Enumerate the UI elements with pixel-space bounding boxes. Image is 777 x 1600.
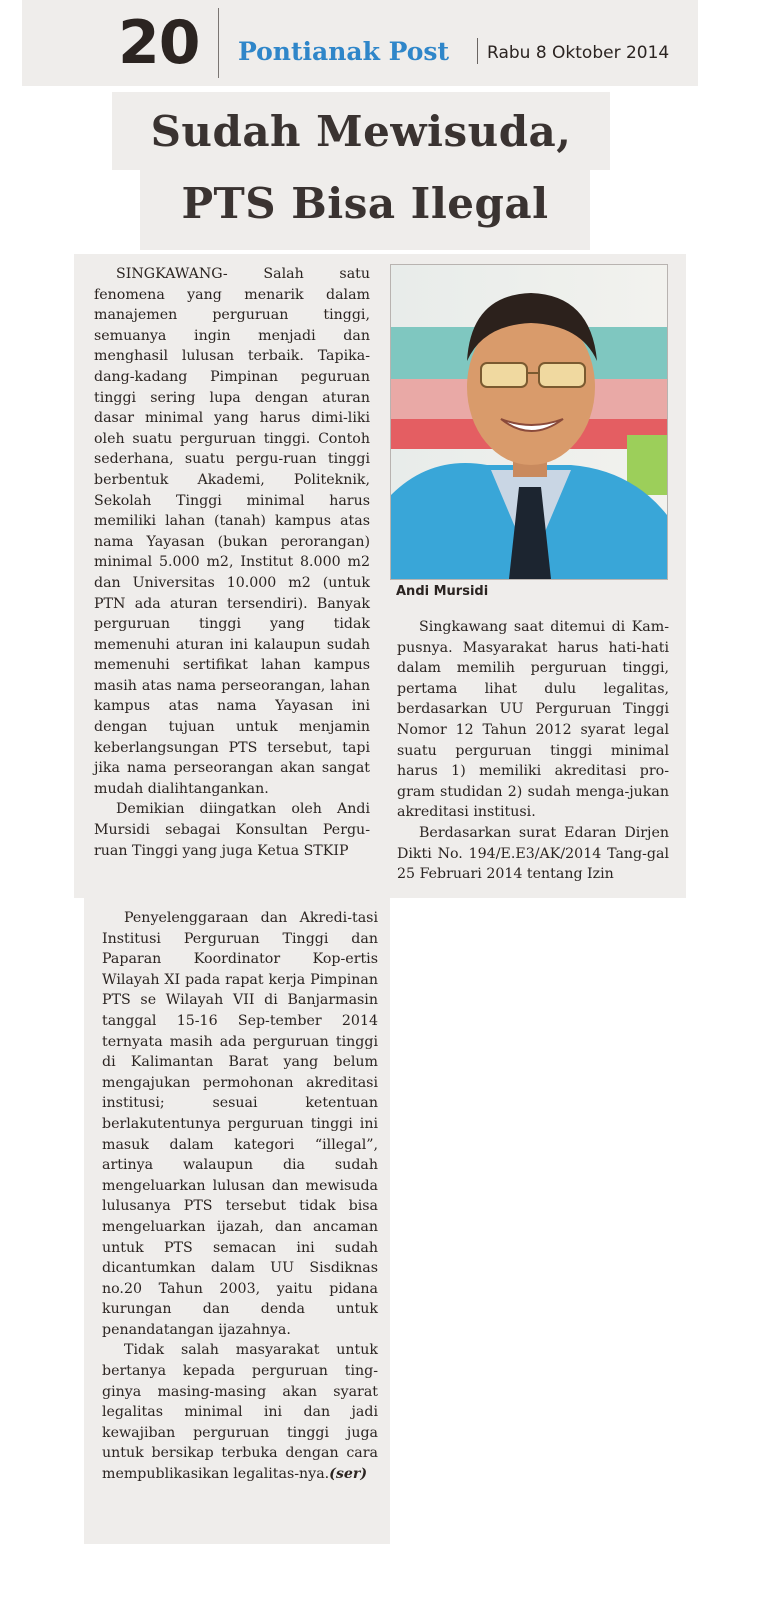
paragraph-text: Tidak salah masyarakat untuk bertanya kepada perguruan ting-ginya masing-masing akan syarat legalitas minimal ini dan jadi kewajiban perguruan tinggi juga untuk bersikap terbuka dengan cara mempublikasikan legalitas-nya. (102, 1342, 378, 1483)
paragraph (102, 1340, 378, 1484)
newspaper-name: Pontianak Post (238, 37, 450, 66)
publication-date: Rabu 8 Oktober 2014 (487, 43, 670, 63)
page-number: 20 (118, 8, 200, 78)
article-column-lower (102, 908, 378, 1485)
paragraph: Berdasarkan surat Edaran Dirjen Dikti No. 194/E.E3/AK/2014 Tang-gal 25 Februari 2014 tentang Izin (397, 824, 669, 883)
headline-line-2: PTS Bisa Ilegal (140, 170, 590, 250)
portrait-illustration (391, 265, 667, 579)
paragraph: Singkawang saat ditemui di Kam-pusnya. Masyarakat harus hati-hati dalam memilih perguruan tinggi, pertama lihat dulu legalitas, berdasarkan UU Perguruan Tinggi Nomor 12 Tahun 2012 syarat legal suatu perguruan tinggi minimal harus 1) memiliki akreditasi pro-gram studidan 2) sudah menga-jukan akreditasi institusi. (397, 619, 669, 821)
article-column-left (94, 264, 370, 861)
masthead-divider (218, 8, 219, 78)
portrait-photo (390, 264, 668, 580)
paragraph: Demikian diingatkan oleh Andi Mursidi sebagai Konsultan Pergu-ruan Tinggi yang juga Ketua STKIP (94, 801, 370, 859)
date-divider (477, 38, 478, 64)
photo-caption: Andi Mursidi (396, 584, 489, 599)
headline-line-1: Sudah Mewisuda, (112, 92, 610, 170)
paragraph: Penyelenggaraan dan Akredi-tasi Institusi Perguruan Tinggi dan Paparan Koordinator Kop-ertis Wilayah XI pada rapat kerja Pimpinan PTS se Wilayah VII di Banjarmasin tanggal 15-16 Sep-tember 2014 ternyata masih ada perguruan tinggi di Kalimantan Barat yang belum mengajukan permohonan akreditasi institusi; sesuai ketentuan berlakutentunya perguruan tinggi ini masuk dalam kategori “illegal”, artinya walaupun dia sudah mengeluarkan lulusan dan mewisuda lulusanya PTS tersebut tidak bisa mengeluarkan ijazah, dan ancaman untuk PTS semacan ini sudah dicantumkan dalam UU Sisdiknas no.20 Tahun 2003, yaitu pidana kurungan dan denda untuk penandatangan ijazahnya. (102, 910, 378, 1338)
byline: (ser) (329, 1466, 368, 1483)
article-column-right (397, 617, 669, 885)
paragraph: SINGKAWANG- Salah satu fenomena yang menarik dalam manajemen perguruan tinggi, semuanya ingin menjadi dan menghasil lulusan terbaik. Tapika-dang-kadang Pimpinan peguruan tinggi sering lupa dengan aturan dasar minimal yang harus dimi-liki oleh suatu perguruan tinggi. Contoh sederhana, suatu pergu-ruan tinggi berbentuk Akademi, Politeknik, Sekolah Tinggi minimal harus memiliki lahan (tanah) kampus atas nama Yayasan (bukan perorangan) minimal 5.000 m2, Institut 8.000 m2 dan Universitas 10.000 m2 (untuk PTN ada aturan tersendiri). Banyak perguruan tinggi yang tidak memenuhi aturan ini kalaupun sudah memenuhi sertifikat lahan kampus masih atas nama perseorangan, lahan kampus atas nama Yayasan ini dengan tujuan untuk menjamin keberlangsungan PTS tersebut, tapi jika nama perseorangan akan sangat mudah dialihtangankan. (94, 266, 370, 797)
masthead (22, 0, 698, 86)
